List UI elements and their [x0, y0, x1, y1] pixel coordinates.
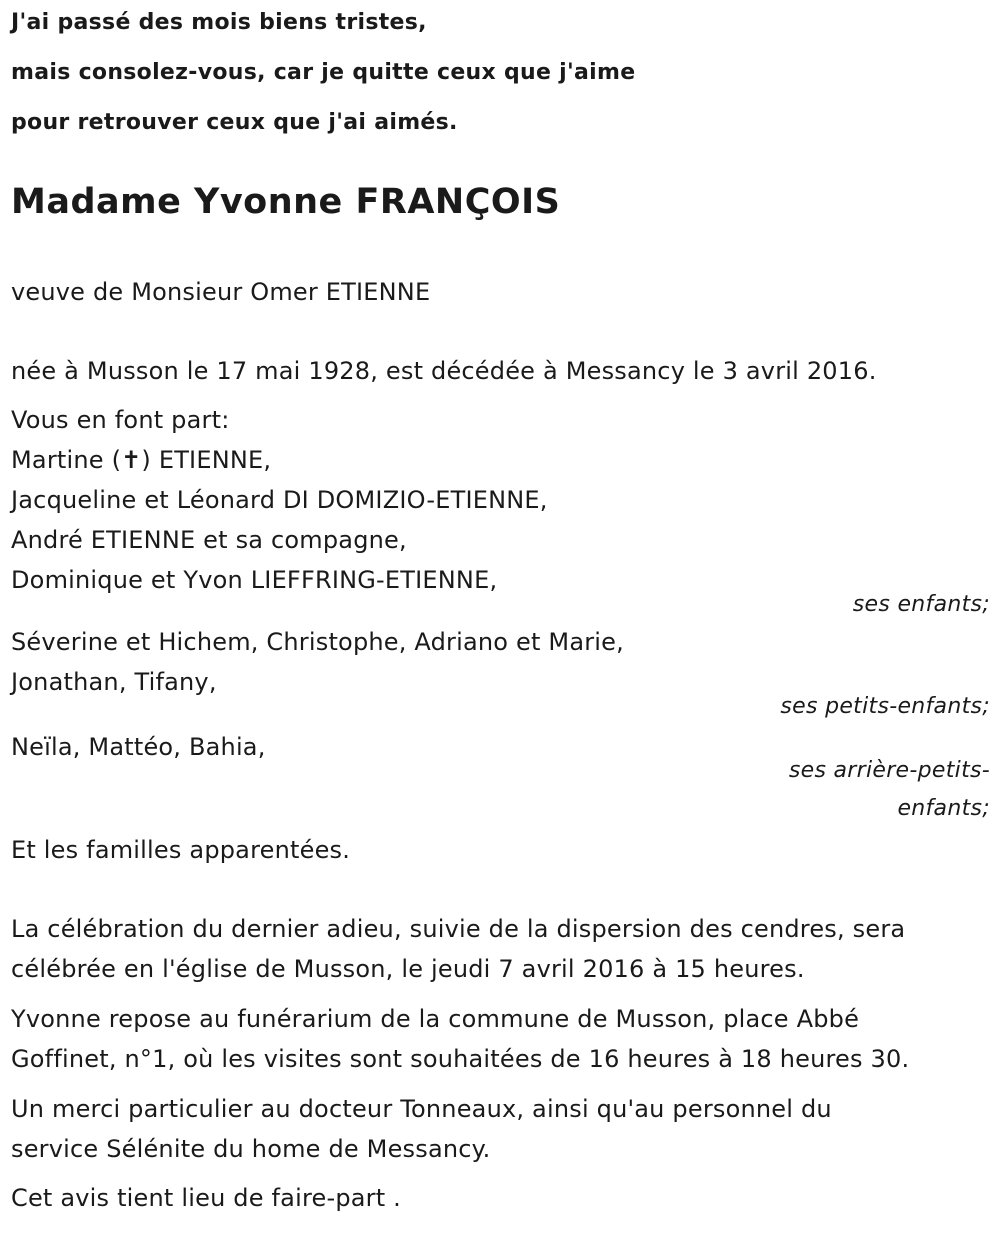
grandchildren-line-1: Séverine et Hichem, Christophe, Adriano et Marie,: [11, 628, 624, 656]
closing-line: Cet avis tient lieu de faire-part .: [11, 1184, 402, 1212]
children-line-2: Jacqueline et Léonard DI DOMIZIO-ETIENNE,: [11, 486, 548, 514]
poem-line-2: mais consolez-vous, car je quitte ceux que j'aime: [11, 60, 636, 85]
grandchildren-line-2: Jonathan, Tifany,: [11, 668, 217, 696]
ceremony-line-1: La célébration du dernier adieu, suivie de la dispersion des cendres, sera: [11, 915, 906, 943]
announce-intro: Vous en font part:: [11, 406, 230, 434]
poem-line-1: J'ai passé des mois biens tristes,: [11, 10, 427, 35]
thanks-line-2: service Sélénite du home de Messancy.: [11, 1135, 491, 1163]
great-grandchildren-relation-1: ses arrière-petits-: [788, 758, 990, 783]
children-relation: ses enfants;: [852, 592, 990, 617]
rest-line-2: Goffinet, n°1, où les visites sont souhaitées de 16 heures à 18 heures 30.: [11, 1045, 910, 1073]
deceased-name: Madame Yvonne FRANÇOIS: [11, 182, 561, 222]
children-line-4: Dominique et Yvon LIEFFRING-ETIENNE,: [11, 566, 498, 594]
great-grandchildren-line-1: Neïla, Mattéo, Bahia,: [11, 733, 266, 761]
thanks-line-1: Un merci particulier au docteur Tonneaux, ainsi qu'au personnel du: [11, 1095, 832, 1123]
birth-death: née à Musson le 17 mai 1928, est décédée à Messancy le 3 avril 2016.: [11, 357, 877, 385]
widow-of: veuve de Monsieur Omer ETIENNE: [11, 278, 431, 306]
grandchildren-relation: ses petits-enfants;: [780, 694, 990, 719]
families-line: Et les familles apparentées.: [11, 836, 351, 864]
children-line-1: Martine (✝) ETIENNE,: [11, 446, 272, 474]
poem-line-3: pour retrouver ceux que j'ai aimés.: [11, 110, 458, 135]
ceremony-line-2: célébrée en l'église de Musson, le jeudi 7 avril 2016 à 15 heures.: [11, 955, 805, 983]
children-line-3: André ETIENNE et sa compagne,: [11, 526, 407, 554]
rest-line-1: Yvonne repose au funérarium de la commune de Musson, place Abbé: [11, 1005, 860, 1033]
great-grandchildren-relation-2: enfants;: [897, 796, 990, 821]
